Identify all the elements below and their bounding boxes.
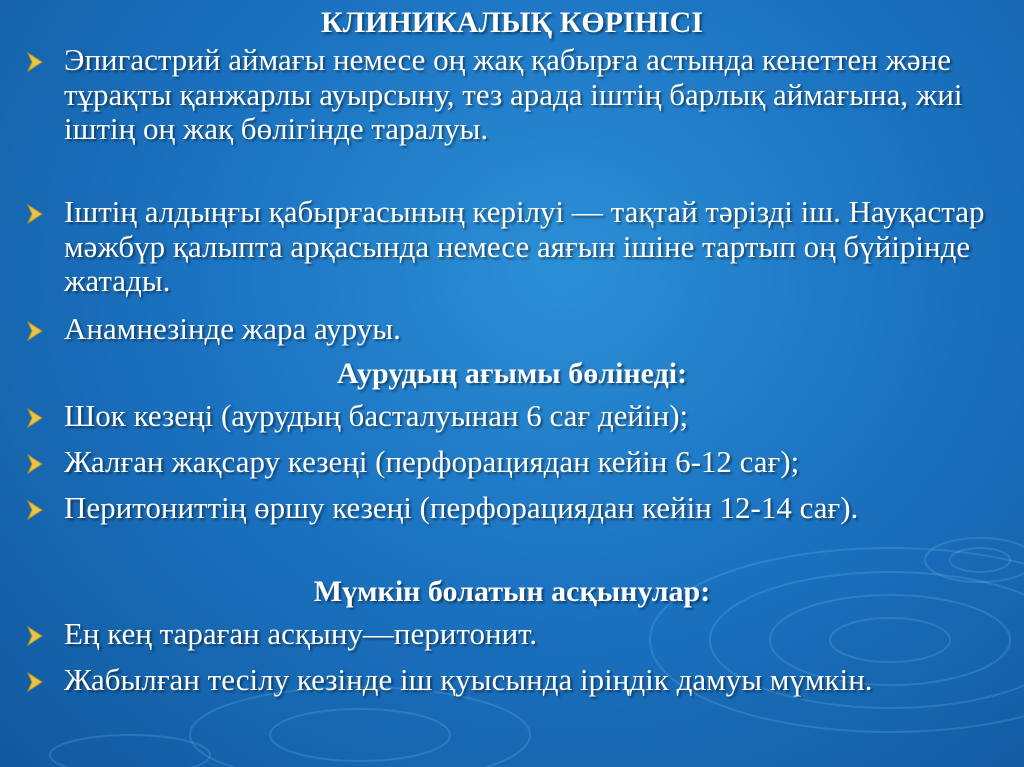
bullet-arrow-icon [22, 318, 48, 344]
bullet-item: Жабылған тесілу кезінде іш қуысында іріңдік дамуы мүмкін. [64, 662, 873, 697]
bullet-arrow-icon [22, 201, 48, 227]
bullet-arrow-icon [22, 623, 48, 649]
bullet-item: Жалған жақсару кезеңі (перфорациядан кейін 6-12 сағ); [64, 444, 800, 479]
section-heading: Мүмкін болатын асқынулар: [313, 575, 711, 608]
bullet-item: Шок кезеңі (аурудың басталуынан 6 сағ дейін); [64, 398, 689, 433]
bullet-arrow-icon [22, 451, 48, 477]
bullet-arrow-icon [22, 49, 48, 75]
bullet-item: Эпигастрий аймағы немесе оң жақ қабырға астында кенеттен және тұрақты қанжарлы ауырсыну, тез арада іштің барлық аймағына, жиі іштің оң жақ бөлігінде таралуы. [64, 42, 963, 146]
bullet-item: Перитониттің өршу кезеңі (перфорациядан кейін 12-14 сағ). [64, 490, 859, 525]
bullet-arrow-icon [22, 405, 48, 431]
bullet-item: Анамнезінде жара ауруы. [64, 311, 401, 346]
bullet-item: Іштің алдыңғы қабырғасының керілуі — тақтай тәрізді іш. Науқастар мәжбүр қалыпта арқасында немесе аяғын ішіне тартып оң бүйірінде жатады. [64, 194, 985, 298]
slide-title: КЛИНИКАЛЫҚ КӨРІНІСІ [320, 6, 704, 39]
section-heading: Аурудың ағымы бөлінеді: [336, 357, 688, 390]
bullet-item: Ең кең тараған асқыну—перитонит. [64, 616, 538, 651]
bullet-arrow-icon [22, 497, 48, 523]
bullet-arrow-icon [22, 669, 48, 695]
